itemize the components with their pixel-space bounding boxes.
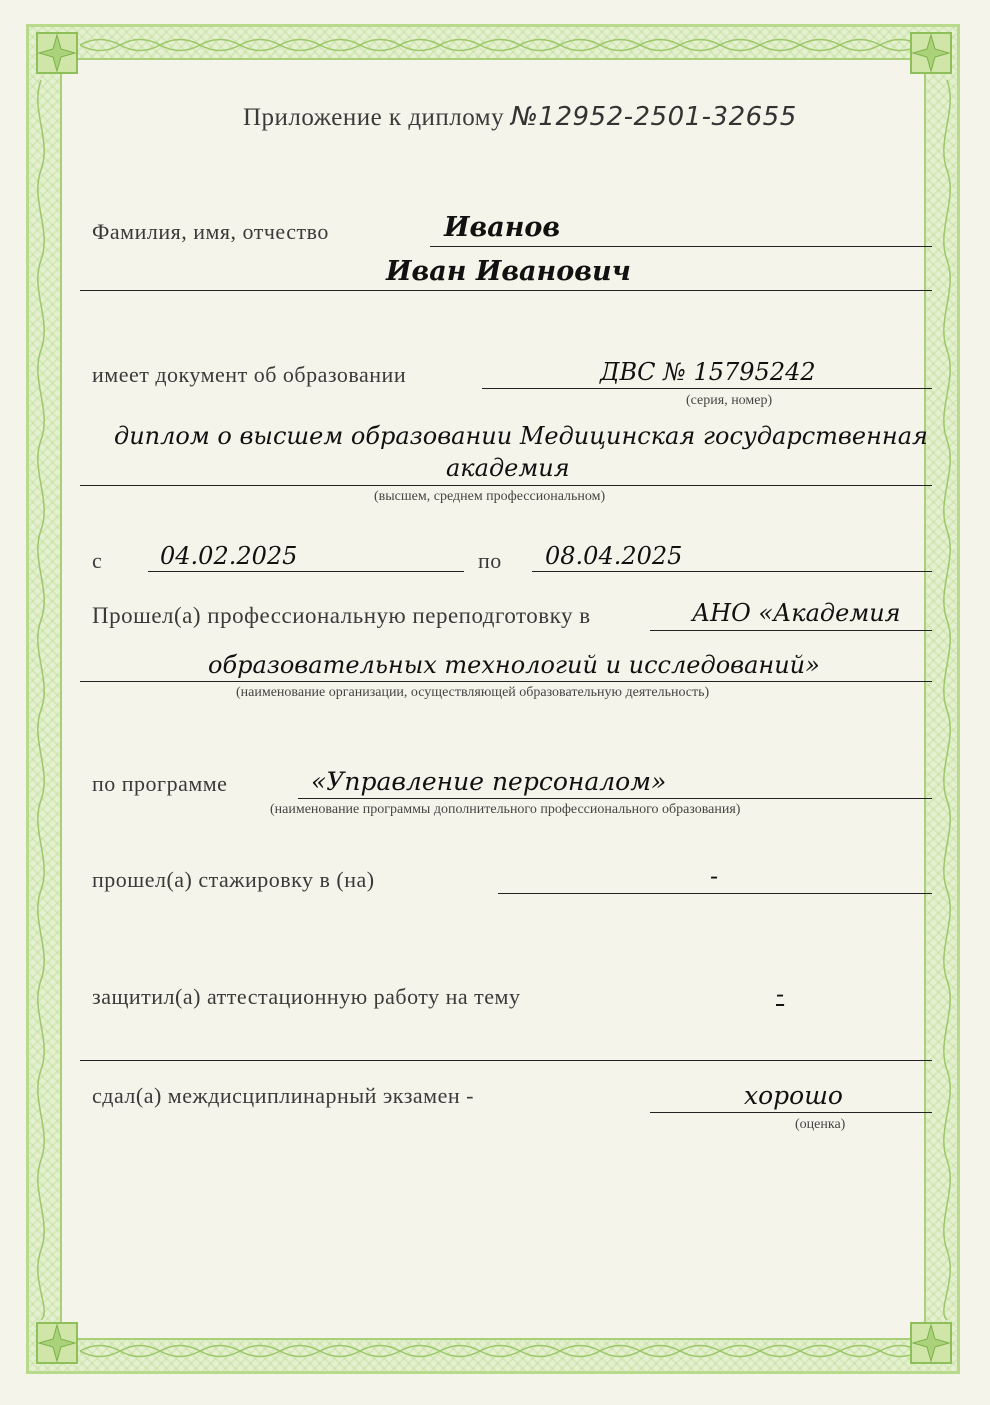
thesis-line [80, 1060, 932, 1061]
corner-rosette-icon [34, 30, 80, 76]
program-label: по программе [92, 771, 228, 796]
border-ornament-right [936, 80, 958, 1320]
organization-line-2 [80, 681, 932, 682]
document-type-hint: (высшем, среднем профессиональном) [374, 489, 606, 504]
period-to-date: 08.04.2025 [545, 542, 683, 570]
internship-line [498, 893, 932, 894]
program-line [298, 798, 932, 799]
document-type-line [80, 485, 932, 486]
document-series-hint: (серия, номер) [686, 393, 773, 408]
document-series-number: ДВС № 15795242 [600, 358, 816, 386]
period-to-label: по [478, 548, 502, 573]
border-ornament-bottom [80, 1340, 910, 1362]
period-from-date: 04.02.2025 [160, 542, 298, 570]
fio-name: Иван Иванович [386, 256, 631, 287]
exam-value: хорошо [744, 1081, 843, 1110]
organization-line1: АНО «Академия [692, 599, 901, 627]
document-type-line1: диплом о высшем образовании Медицинская государственная [114, 422, 928, 450]
thesis-label: защитил(а) аттестационную работу на тему [92, 984, 521, 1009]
document-line [482, 388, 932, 389]
exam-hint: (оценка) [795, 1117, 846, 1132]
period-to-line [532, 571, 932, 572]
organization-label: Прошел(а) профессиональную переподготовку в [92, 603, 591, 628]
page-title [243, 102, 797, 132]
document-type-line2: академия [446, 454, 570, 482]
fio-surname: Иванов [444, 212, 561, 243]
fio-line-1 [430, 246, 932, 247]
border-ornament-top [80, 34, 910, 56]
document-label: имеет документ об образовании [92, 362, 407, 387]
title-prefix: Приложение к диплому [243, 104, 505, 131]
corner-rosette-icon [908, 1320, 954, 1366]
organization-line2: образовательных технологий и исследований» [208, 651, 820, 679]
organization-line-1 [650, 630, 932, 631]
thesis-value: - [776, 980, 785, 1008]
fio-label: Фамилия, имя, отчество [92, 219, 329, 244]
internship-label: прошел(а) стажировку в (на) [92, 867, 375, 892]
organization-hint: (наименование организации, осуществляющей образовательную деятельность) [236, 685, 710, 700]
diploma-number: №12952-2501-32655 [510, 102, 797, 132]
corner-rosette-icon [908, 30, 954, 76]
program-hint: (наименование программы дополнительного профессионального образования) [270, 802, 741, 817]
corner-rosette-icon [34, 1320, 80, 1366]
internship-value: - [710, 862, 719, 890]
program-value: «Управление персоналом» [311, 767, 667, 796]
exam-label: сдал(а) междисциплинарный экзамен - [92, 1083, 474, 1108]
period-from-label: с [92, 548, 103, 573]
fio-line-2 [80, 290, 932, 291]
period-from-line [148, 571, 464, 572]
exam-line [650, 1112, 932, 1113]
border-ornament-left [30, 80, 52, 1320]
